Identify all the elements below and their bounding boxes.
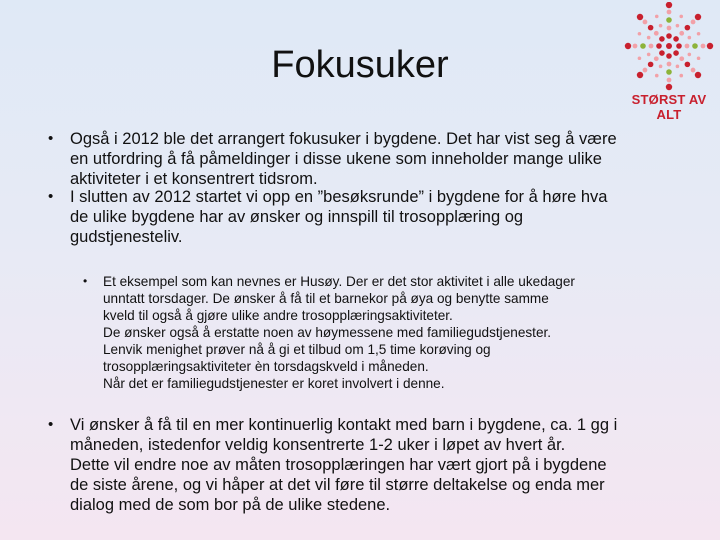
logo-dot <box>667 62 672 67</box>
logo-dot <box>647 53 651 57</box>
logo-dot <box>659 65 663 69</box>
logo-dot <box>673 36 679 42</box>
logo-dot <box>625 43 631 49</box>
bullet-symbol: • <box>48 416 54 433</box>
bullet-line: de ulike bygdene har av ønsker og innspill til trosopplæring og <box>70 208 524 226</box>
logo-dot <box>697 32 701 36</box>
logo-dot <box>685 25 691 31</box>
logo-dot <box>659 24 663 28</box>
sub-bullet-item <box>83 273 693 392</box>
bullet-item-1 <box>48 129 690 189</box>
logo-dot <box>695 14 701 20</box>
logo-dot <box>701 44 706 49</box>
logo-dot <box>666 69 672 75</box>
logo-dot <box>676 24 680 28</box>
bullet-line: Også i 2012 ble det arrangert fokusuker i bygdene. Det har vist seg å være <box>70 130 617 148</box>
sub-bullet-line: kveld til også å gjøre ulike andre trosopplæringsaktiviteter. <box>103 308 453 323</box>
logo-dot <box>697 56 701 60</box>
logo-dot <box>633 44 638 49</box>
bullet-line: Vi ønsker å få til en mer kontinuerlig kontakt med barn i bygdene, ca. 1 gg i <box>70 416 618 434</box>
logo-dot <box>676 65 680 69</box>
logo-dot <box>640 43 646 49</box>
logo-dot <box>676 43 682 49</box>
logo-dot <box>679 15 683 19</box>
logo-dot <box>666 2 672 8</box>
logo-dot <box>667 26 672 31</box>
sub-bullet-line: Når det er familiegudstjenester er koret involvert i denne. <box>103 376 445 391</box>
sub-bullet-line: Lenvik menighet prøver nå å gi et tilbud om 1,5 time korøving og <box>103 342 491 357</box>
logo-dot <box>685 62 691 68</box>
logo-dot <box>654 31 659 36</box>
bullet-line: I slutten av 2012 startet vi opp en ”besøksrunde” i bygdene for å høre hva <box>70 188 608 206</box>
logo-dot <box>656 43 662 49</box>
logo-dot <box>638 56 642 60</box>
slide-title: Fokusuker <box>271 44 449 86</box>
logo <box>620 2 718 122</box>
sub-bullet-symbol: • <box>83 274 88 288</box>
logo-dot <box>667 78 672 83</box>
logo-dot <box>637 14 643 20</box>
logo-dot <box>707 43 713 49</box>
logo-dot <box>648 62 654 68</box>
logo-dot <box>679 31 684 36</box>
logo-dot <box>695 72 701 78</box>
bullet-item-2 <box>48 187 690 247</box>
bullet-symbol: • <box>48 188 54 205</box>
bullet-line: måneden, istedenfor veldig konsentrerte 1-2 uker i løpet av hvert år. <box>70 436 566 454</box>
sub-bullet-line: unntatt torsdager. De ønsker å få til et barnekor på øya og benytte samme <box>103 291 549 306</box>
logo-dot <box>643 20 648 25</box>
logo-dot <box>649 44 654 49</box>
logo-dot <box>688 53 692 57</box>
logo-dot <box>691 20 696 25</box>
logo-dot <box>647 36 651 40</box>
bullet-line: Dette vil endre noe av måten trosopplæringen har vært gjort på i bygdene <box>70 456 607 474</box>
bullet-line: dialog med de som bor på de ulike stedene. <box>70 496 391 514</box>
sub-bullet-line: De ønsker også å erstatte noen av høymessene med familiegudstjenester. <box>103 325 552 340</box>
logo-dot <box>691 68 696 73</box>
bullet-item-3 <box>48 415 700 515</box>
bullet-line: gudstjenesteliv. <box>70 228 183 246</box>
logo-dot <box>666 43 672 49</box>
logo-dot <box>637 72 643 78</box>
logo-text: STØRST AV ALT <box>631 92 707 122</box>
logo-dot <box>655 15 659 19</box>
sub-bullet-line: trosopplæringsaktiviteter èn torsdagskveld i måneden. <box>103 359 429 374</box>
logo-dot <box>648 25 654 31</box>
logo-dot <box>654 56 659 61</box>
logo-dot <box>685 44 690 49</box>
logo-dot <box>666 33 672 39</box>
bullet-line: de siste årene, og vi håper at det vil føre til større deltakelse og enda mer <box>70 476 605 494</box>
star-of-dots-logo-icon <box>620 2 718 92</box>
logo-dot <box>638 32 642 36</box>
logo-dot <box>679 74 683 78</box>
logo-dot <box>666 17 672 23</box>
logo-dot <box>673 50 679 56</box>
logo-dot <box>692 43 698 49</box>
logo-dot <box>688 36 692 40</box>
logo-dot <box>666 84 672 90</box>
logo-dot <box>659 36 665 42</box>
bullet-line: en utfordring å få påmeldinger i disse ukene som inneholder mange ulike <box>70 150 602 168</box>
logo-dot <box>659 50 665 56</box>
logo-dot <box>667 10 672 15</box>
logo-dot <box>643 68 648 73</box>
sub-bullet-line: Et eksempel som kan nevnes er Husøy. Der er det stor aktivitet i alle ukedager <box>103 274 575 289</box>
logo-dot <box>679 56 684 61</box>
logo-dot <box>655 74 659 78</box>
bullet-symbol: • <box>48 130 54 147</box>
bullet-line: aktiviteter i et konsentrert tidsrom. <box>70 170 318 188</box>
logo-dot <box>666 53 672 59</box>
